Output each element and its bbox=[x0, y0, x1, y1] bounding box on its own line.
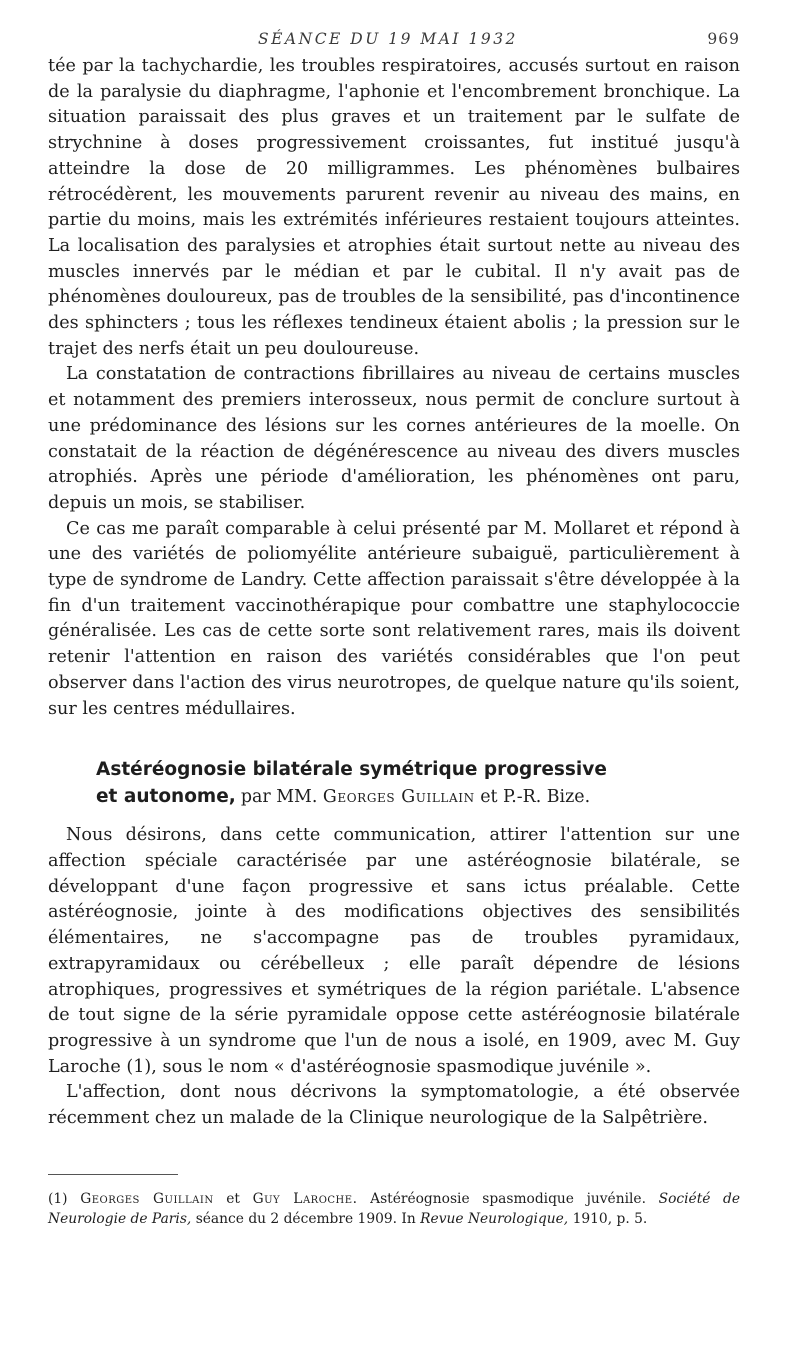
author-name: P.-R. Bize. bbox=[503, 787, 591, 808]
footnote-pages: p. 5. bbox=[616, 1210, 648, 1227]
footnote-journal: Revue Neurologique, bbox=[420, 1210, 569, 1227]
running-title: SÉANCE DU 19 MAI 1932 bbox=[258, 30, 518, 48]
footnote-year: 1910, bbox=[572, 1210, 613, 1227]
article-title bbox=[48, 756, 740, 811]
article-title-line-2 bbox=[96, 783, 740, 811]
footnote-venue: Société de Neurologie de Paris, bbox=[48, 1190, 741, 1227]
article-title-line-1: Astéréognosie bilatérale symétrique progressive bbox=[96, 759, 607, 781]
footnote-conjunction: et bbox=[226, 1190, 240, 1207]
byline-conjunction: et bbox=[480, 787, 498, 808]
footnote-title: Astéréognosie spasmodique juvénile. bbox=[370, 1190, 646, 1207]
author-name: Georges Guillain bbox=[322, 787, 475, 808]
byline bbox=[241, 787, 590, 807]
paragraph: Ce cas me paraît comparable à celui présenté par M. Mollaret et répond à une des variétés de poliomyélite antérieure subaiguë, particulièrement à type de syndrome de Landry. Cette affection paraissait s'être développée à la fin d'un traitement vaccinothérapique pour combattre une staphylococcie généralisée. Les cas de cette sorte sont relativement rares, mais ils doivent retenir l'attention en raison des variétés considérables que l'on peut observer dans l'action des virus neurotropes, de quelque nature qu'ils soient, sur les centres médullaires. bbox=[48, 518, 740, 719]
byline-prefix: par MM. bbox=[240, 787, 318, 808]
footnote-marker: (1) bbox=[48, 1190, 68, 1207]
paragraph: tée par la tachychardie, les troubles respiratoires, accusés surtout en raison de la paralysie du diaphragme, l'aphonie et l'encombrement bronchique. La situation paraissait des plus graves et un traitement par le sulfate de strychnine à doses progressivement croissantes, fut institué jusqu'à atteindre la dose de 20 milligrammes. Les phénomènes bulbaires rétrocédèrent, les mouvements parurent revenir au niveau des mains, en partie du moins, mais les extrémités inférieures restaient toujours atteintes. La localisation des paralysies et atrophies était surtout nette au niveau des muscles innervés par le médian et par le cubital. Il n'y avait pas de phénomènes douloureux, pas de troubles de la sensibilité, pas d'incontinence des sphincters ; tous les réflexes tendineux étaient abolis ; la pression sur le trajet des nerfs était un peu douloureuse. bbox=[48, 56, 740, 359]
running-head bbox=[48, 30, 740, 48]
footnote-session: séance du 2 décembre 1909. In bbox=[195, 1210, 416, 1227]
page-number: 969 bbox=[707, 30, 740, 48]
footnote bbox=[48, 1189, 740, 1229]
article-paragraph: Nous désirons, dans cette communication, attirer l'attention sur une affection spéciale caractérisée par une astéréognosie bilatérale, se développant d'une façon progressive et sans ictus préalable. Cette astéréognosie, jointe à des modifications objectives des sensibilités élémentaires, ne s'accompagne pas de troubles pyramidaux, extrapyramidaux ou cérébelleux ; elle paraît dépendre de lésions atrophiques, progressives et symétriques de la région pariétale. L'absence de tout signe de la série pyramidale oppose cette astéréognosie bilatérale progressive à un syndrome que l'un de nous a isolé, en 1909, avec M. Guy Laroche (1), sous le nom « d'astéréognosie spasmodique juvénile ». bbox=[48, 825, 740, 1077]
footnote-author: Georges Guillain bbox=[80, 1190, 214, 1207]
footnote-author: Guy Laroche. bbox=[252, 1190, 358, 1207]
paragraph: La constatation de contractions fibrillaires au niveau de certains muscles et notamment des premiers interosseux, nous permit de conclure surtout à une prédominance des lésions sur les cornes antérieures de la moelle. On constatait de la réaction de dégénérescence au niveau des divers muscles atrophiés. Après une période d'amélioration, les phénomènes ont paru, depuis un mois, se stabiliser. bbox=[48, 364, 740, 513]
article-title-line-2-text: et autonome, bbox=[96, 786, 236, 808]
article-paragraph: L'affection, dont nous décrivons la symptomatologie, a été observée récemment chez un malade de la Clinique neurologique de la Salpêtrière. bbox=[48, 1082, 740, 1129]
footnote-divider bbox=[48, 1174, 178, 1175]
